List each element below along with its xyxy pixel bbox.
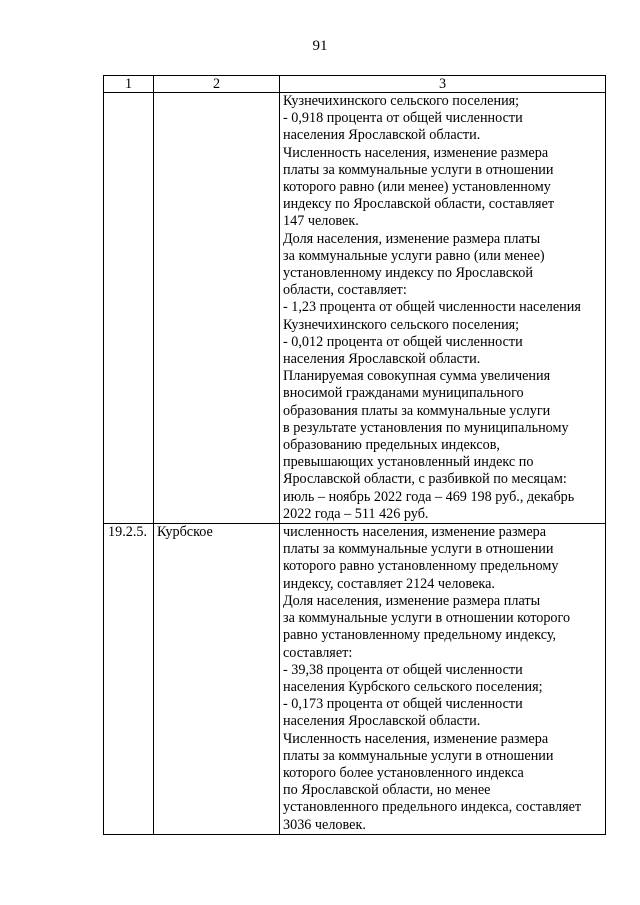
table-row — [104, 93, 606, 524]
description-line: населения Ярославской области. — [283, 127, 481, 144]
description-line: платы за коммунальные услуги в отношении — [283, 747, 554, 764]
description-line: за коммунальные услуги равно (или менее) — [283, 247, 545, 264]
description-line: в результате установления по муниципальному — [283, 419, 569, 436]
description-line: Численность населения, изменение размера — [283, 730, 549, 747]
description-line: индексу, составляет 2124 человека. — [283, 575, 495, 592]
description-line: численность населения, изменение размера — [283, 524, 547, 541]
description-line: области, составляет: — [283, 282, 407, 299]
description-line: платы за коммунальные услуги в отношении — [283, 541, 554, 558]
column-header-2: 2 — [154, 76, 280, 93]
settlement-name-cell: Курбское — [154, 524, 280, 835]
description-line: населения Ярославской области. — [283, 713, 481, 730]
settlement-name-cell — [154, 93, 280, 524]
table-row — [104, 524, 606, 835]
column-header-3: 3 — [280, 76, 606, 93]
description-line: Доля населения, изменение размера платы — [283, 230, 541, 247]
description-line: 2022 года – 511 426 руб. — [283, 505, 429, 522]
description-line: платы за коммунальные услуги в отношении — [283, 161, 554, 178]
description-line: населения Ярославской области. — [283, 351, 481, 368]
description-cell — [280, 524, 606, 835]
description-line: которого равно установленному предельному — [283, 558, 559, 575]
description-line: Численность населения, изменение размера — [283, 144, 549, 161]
description-line: за коммунальные услуги в отношении которого — [283, 610, 571, 627]
description-line: Ярославской области, с разбивкой по месяцам: — [283, 471, 567, 488]
description-line: Доля населения, изменение размера платы — [283, 592, 541, 609]
description-line: равно установленному предельному индексу, — [283, 627, 557, 644]
description-line: превышающих установленный индекс по — [283, 454, 534, 471]
description-line: которого более установленного индекса — [283, 764, 524, 781]
description-line: 147 человек. — [283, 213, 359, 230]
description-line: - 39,38 процента от общей численности — [283, 661, 523, 678]
item-number-cell: 19.2.5. — [104, 524, 154, 835]
description-line: установленного предельного индекса, составляет — [283, 799, 582, 816]
description-line: образования платы за коммунальные услуги — [283, 402, 551, 419]
page-number: 91 — [312, 38, 328, 54]
description-line: Планируемая совокупная сумма увеличения — [283, 368, 551, 385]
description-line: установленному индексу по Ярославской — [283, 265, 533, 282]
description-cell — [280, 93, 606, 524]
description-line: Кузнечихинского сельского поселения; — [283, 93, 520, 109]
description-line: июль – ноябрь 2022 года – 469 198 руб., декабрь — [283, 488, 575, 505]
description-line: - 0,173 процента от общей численности — [283, 696, 523, 713]
description-line: вносимой гражданами муниципального — [283, 385, 524, 402]
description-line: 3036 человек. — [283, 816, 366, 833]
column-header-1: 1 — [104, 76, 154, 93]
description-line: по Ярославской области, но менее — [283, 782, 491, 799]
description-line: населения Курбского сельского поселения; — [283, 678, 543, 695]
document-table — [103, 75, 606, 835]
description-line: составляет: — [283, 644, 353, 661]
description-line: - 0,012 процента от общей численности — [283, 333, 523, 350]
description-line: Кузнечихинского сельского поселения; — [283, 316, 520, 333]
item-number-cell — [104, 93, 154, 524]
description-line: которого равно (или менее) установленному — [283, 179, 551, 196]
table-header-row — [104, 76, 606, 93]
description-line: - 0,918 процента от общей численности — [283, 110, 523, 127]
description-line: - 1,23 процента от общей численности населения — [283, 299, 581, 316]
description-line: образованию предельных индексов, — [283, 437, 500, 454]
description-line: индексу по Ярославской области, составляет — [283, 196, 555, 213]
